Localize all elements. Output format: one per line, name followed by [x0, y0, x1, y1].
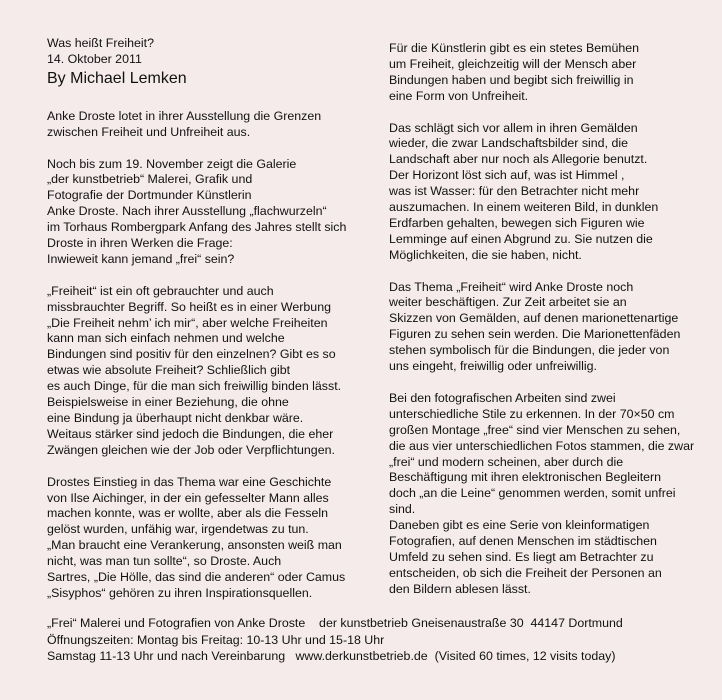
paragraph: [47, 284, 379, 459]
visit-counter: (Visited 60 times, 12 visits today): [434, 649, 616, 663]
gallery-address: der kunstbetrieb Gneisenaustraße 30 44147 Dortmund: [319, 616, 623, 630]
paragraph-gap: [389, 105, 715, 121]
text-line: entscheiden, ob sich die Freiheit der Personen an: [389, 565, 662, 580]
text-line: Bindungen haben und begibt sich freiwillig in: [389, 72, 634, 87]
website-link[interactable]: www.derkunstbetrieb.de: [295, 649, 428, 663]
left-column: [47, 36, 379, 602]
text-line: gelöst wurden, unfähig war, irgendetwas zu tun.: [47, 522, 309, 537]
text-line: Bei den fotografischen Arbeiten sind zwei: [389, 390, 616, 405]
paragraph: [389, 391, 715, 598]
paragraph-gap: [389, 375, 715, 391]
text-line: eine Bindung ja überhaupt nicht denkbar wäre.: [47, 411, 304, 425]
footer-line-3: [47, 648, 717, 665]
text-line: „Freiheit“ ist ein oft gebrauchter und auch: [47, 283, 274, 298]
paragraph: [47, 109, 379, 141]
text-line: im Torhaus Rombergpark Anfang des Jahres stellt sich: [47, 220, 347, 235]
text-line: Figuren zu sehen sein werden. Die Marionettenfäden: [389, 327, 681, 342]
footer-line-2: [47, 632, 717, 649]
text-line: die aus vier unterschiedlichen Fotos stammen, die zwar: [389, 438, 695, 453]
paragraph-gap: [47, 459, 379, 475]
text-line: Anke Droste. Nach ihrer Ausstellung „flachwurzeln“: [47, 204, 327, 219]
text-line: was ist Wasser: für den Betrachter nicht mehr: [389, 184, 640, 199]
text-line: Beschäftigung mit ihren elektronischen Begleitern: [389, 470, 662, 485]
paragraph-gap: [47, 141, 379, 157]
text-line: „Man braucht eine Verankerung, ansonsten weiß man: [47, 538, 342, 553]
opening-hours-saturday: Samstag 11-13 Uhr und nach Vereinbarung: [47, 649, 286, 663]
text-line: zwischen Freiheit und Unfreiheit aus.: [47, 124, 251, 139]
text-line: Das Thema „Freiheit“ wird Anke Droste noch: [389, 279, 634, 294]
text-line: Skizzen von Gemälden, auf denen marionettenartige: [389, 311, 679, 326]
paragraph: [389, 121, 715, 264]
text-line: Zwängen gleichen wie der Job oder Verpflichtungen.: [47, 442, 335, 457]
text-line: machen konnte, was er wollte, aber als die Fesseln: [47, 506, 328, 521]
text-line: Das schlägt sich vor allem in ihren Gemälden: [389, 120, 638, 135]
footer: [47, 615, 717, 665]
paragraph: [47, 475, 379, 602]
left-column-body: [47, 109, 379, 602]
text-line: Weitaus stärker sind jedoch die Bindungen, die eher: [47, 426, 334, 441]
article-author: By Michael Lemken: [47, 69, 187, 87]
text-line: Bindungen sind positiv für den einzelnen? Gibt es so: [47, 347, 336, 362]
text-line: missbrauchter Begriff. So heißt es in einer Werbung: [47, 299, 331, 314]
text-line: sind.: [389, 502, 416, 517]
paragraph-gap: [47, 268, 379, 284]
paragraph: [389, 280, 715, 375]
text-line: Fotografie der Dortmunder Künstlerin: [47, 188, 252, 203]
text-line: stehen symbolisch für die Bindungen, die jeder von: [389, 343, 670, 358]
text-line: großen Montage „free“ sind vier Menschen zu sehen,: [389, 422, 681, 437]
text-line: weiter beschäftigen. Zur Zeit arbeitet sie an: [389, 295, 627, 310]
text-line: auszumachen. In einem weiteren Bild, in dunklen: [389, 200, 659, 215]
paragraph: [47, 157, 379, 268]
paragraph: [389, 41, 715, 105]
text-line: Inwieweit kann jemand „frei“ sein?: [47, 251, 235, 266]
text-line: Droste in ihren Werken die Frage:: [47, 236, 233, 251]
text-line: „frei“ und modern scheinen, aber durch die: [389, 454, 624, 469]
text-line: Beispielsweise in einer Beziehung, die ohne: [47, 395, 289, 410]
text-line: unterschiedliche Stile zu erkennen. In der 70×50 cm: [389, 406, 675, 421]
text-line: Daneben gibt es eine Serie von kleinformatigen: [389, 518, 650, 533]
text-line: „der kunstbetrieb“ Malerei, Grafik und: [47, 172, 253, 187]
text-line: Fotografien, auf denen Menschen im städtischen: [389, 534, 657, 549]
text-line: uns eingeht, freiwillig oder unfreiwillig.: [389, 359, 597, 374]
text-line: Sartres, „Die Hölle, das sind die anderen“ oder Camus: [47, 570, 346, 585]
text-line: etwas wie absolute Freiheit? Schließlich gibt: [47, 363, 291, 378]
article-date: 14. Oktober 2011: [47, 51, 142, 66]
opening-hours-weekdays: Öffnungszeiten: Montag bis Freitag: 10-13 Uhr und 15-18 Uhr: [47, 632, 385, 647]
text-line: doch „an die Leine“ genommen werden, somit unfrei: [389, 486, 676, 501]
exhibition-info: „Frei“ Malerei und Fotografien von Anke Droste: [47, 616, 306, 630]
text-line: „Die Freiheit nehm’ ich mir“, aber welche Freiheiten: [47, 315, 328, 330]
text-line: Noch bis zum 19. November zeigt die Galerie: [47, 156, 297, 171]
text-line: es auch Dinge, für die man sich freiwillig binden lässt.: [47, 379, 342, 394]
text-line: Erdfarben gehalten, bewegen sich Figuren wie: [389, 215, 645, 230]
text-line: eine Form von Unfreiheit.: [389, 88, 529, 103]
text-line: von Ilse Aichinger, in der ein gefesselter Mann alles: [47, 490, 329, 505]
text-line: um Freiheit, gleichzeitig will der Mensch aber: [389, 56, 637, 71]
footer-line-1: [47, 615, 717, 632]
text-line: den Bildern ablesen lässt.: [389, 581, 531, 596]
text-line: Landschaft aber nur noch als Allegorie benutzt.: [389, 152, 648, 167]
text-line: Möglichkeiten, die sie haben, nicht.: [389, 247, 582, 262]
text-line: Drostes Einstieg in das Thema war eine Geschichte: [47, 474, 332, 489]
text-line: Lemminge auf einen Abgrund zu. Sie nutzen die: [389, 231, 653, 246]
text-line: Umfeld zu sehen sind. Es liegt am Betrachter zu: [389, 549, 654, 564]
text-line: Anke Droste lotet in ihrer Ausstellung die Grenzen: [47, 108, 322, 123]
text-line: „Sisyphos“ gehören zu ihren Inspirationsquellen.: [47, 585, 313, 600]
text-line: wieder, die zwar Landschaftsbilder sind, die: [389, 136, 628, 151]
paragraph-gap: [389, 264, 715, 280]
right-column-body: [389, 41, 715, 598]
text-line: Der Horizont löst sich auf, was ist Himmel ,: [389, 168, 625, 183]
text-line: kann man sich einfach nehmen und welche: [47, 331, 285, 346]
text-line: nicht, was man tun sollte“, so Droste. Auch: [47, 554, 282, 569]
right-column: [389, 41, 715, 598]
text-line: Für die Künstlerin gibt es ein stetes Bemühen: [389, 41, 640, 55]
article-title: Was heißt Freiheit?: [47, 36, 154, 50]
